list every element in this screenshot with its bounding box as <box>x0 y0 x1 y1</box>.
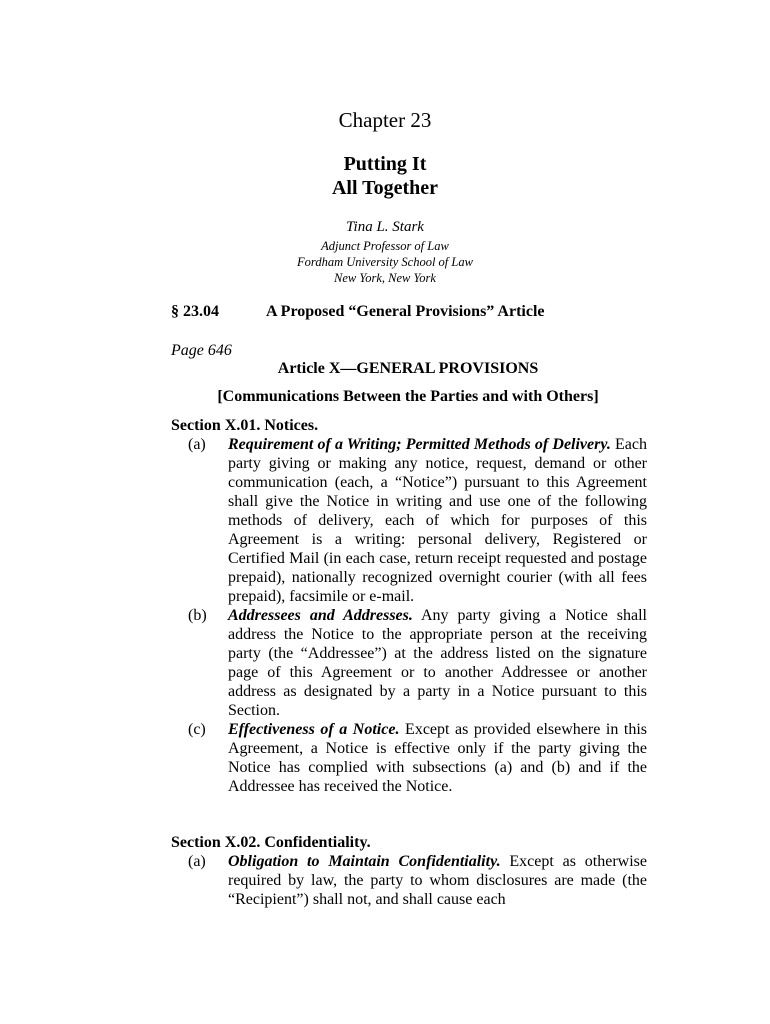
author-name: Tina L. Stark <box>346 219 424 235</box>
item-heading: Effectiveness of a Notice. <box>228 721 400 738</box>
item-label: (a) <box>188 853 206 870</box>
section-title-notices: Section X.01. Notices. <box>171 417 319 434</box>
section-notices <box>171 416 647 796</box>
item-text <box>228 852 647 909</box>
article-subtitle: [Communications Between the Parties and with Others] <box>217 388 599 405</box>
item-label: (a) <box>188 436 206 453</box>
section-number: § 23.04 <box>171 303 219 320</box>
item-body: Any party giving a Notice shall address the Notice to the appropriate person at the receiving party (the “Addressee”) at the address listed on the signature page of this Agreement or to another Addressee or another address as designated by a party in a Notice pursuant to this Section. <box>228 607 647 719</box>
affiliation-line-2: Fordham University School of Law <box>297 255 473 269</box>
item-label: (c) <box>188 721 206 738</box>
chapter-title-line-1: Putting It <box>343 153 427 175</box>
item-text <box>228 606 647 720</box>
chapter-title-line-2: All Together <box>331 177 439 199</box>
affiliation-line-3: New York, New York <box>334 271 436 285</box>
section-heading <box>171 303 545 321</box>
item-heading: Requirement of a Writing; Permitted Methods of Delivery. <box>228 436 611 453</box>
section-title: A Proposed “General Provisions” Article <box>266 303 545 320</box>
section-title-confidentiality: Section X.02. Confidentiality. <box>171 834 371 851</box>
author-affiliation <box>0 238 770 286</box>
item-body: Except as otherwise required by law, the party to whom disclosures are made (the “Recipient”) shall not, and shall cause each <box>228 853 647 908</box>
item-heading: Addressees and Addresses. <box>228 607 413 624</box>
item-body: Each party giving or making any notice, request, demand or other communication (each, a “Notice”) pursuant to this Agreement shall give the Notice in writing and use one of the following methods of delivery, each of which for purposes of this Agreement is a writing: personal delivery, Registered or Certified Mail (in each case, return receipt requested and postage prepaid), nationally recognized overnight courier (with all fees prepaid), facsimile or e-mail. <box>228 436 647 605</box>
item-heading: Obligation to Maintain Confidentiality. <box>228 853 501 870</box>
list-item <box>171 606 647 720</box>
item-text <box>228 720 647 796</box>
section-confidentiality <box>171 833 647 909</box>
article-title: Article X—GENERAL PROVISIONS <box>277 360 539 377</box>
page-reference: Page 646 <box>171 342 232 359</box>
list-item <box>171 720 647 796</box>
item-text <box>228 435 647 606</box>
item-body: Except as provided elsewhere in this Agreement, a Notice is effective only if the party giving the Notice has complied with subsections (a) and (b) and if the Addressee has received the Notice. <box>228 721 648 795</box>
chapter-label: Chapter 23 <box>338 108 432 132</box>
item-label: (b) <box>188 607 207 624</box>
affiliation-line-1: Adjunct Professor of Law <box>321 239 449 253</box>
list-item <box>171 852 647 909</box>
chapter-title <box>0 152 770 200</box>
list-item <box>171 435 647 606</box>
